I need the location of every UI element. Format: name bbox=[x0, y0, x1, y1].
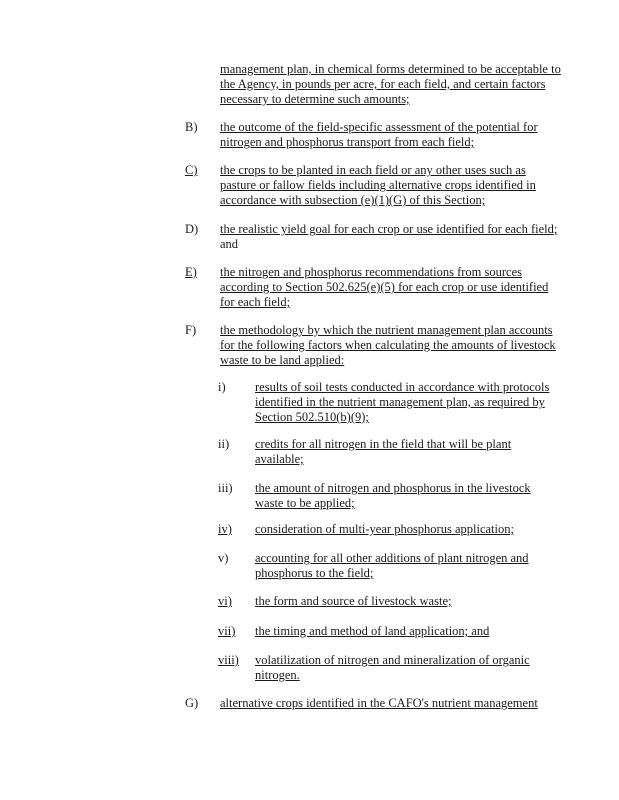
subitem-label: vi) bbox=[218, 594, 232, 608]
item-label: E) bbox=[185, 265, 197, 279]
text-line: for each field; bbox=[220, 295, 291, 309]
subitem-label: v) bbox=[218, 551, 229, 565]
text-line: and bbox=[220, 237, 239, 251]
text-line: alternative crops identified in the CAFO's nutrient management bbox=[220, 696, 538, 710]
text-line: the realistic yield goal for each crop or use identified for each field; bbox=[220, 222, 558, 236]
text-line: waste to be applied; bbox=[255, 496, 355, 510]
text-line: management plan, in chemical forms determined to be acceptable to bbox=[220, 62, 561, 76]
subitem-label: iii) bbox=[218, 481, 233, 495]
text-line: volatilization of nitrogen and mineralization of organic bbox=[255, 653, 530, 667]
text-line: accounting for all other additions of plant nitrogen and bbox=[255, 551, 529, 565]
item-label: C) bbox=[185, 163, 198, 177]
text-line: the outcome of the field-specific assessment of the potential for bbox=[220, 120, 538, 134]
text-line: necessary to determine such amounts; bbox=[220, 92, 410, 106]
subitem-label: vii) bbox=[218, 624, 236, 638]
subitem-label: i) bbox=[218, 380, 226, 394]
text-line: consideration of multi-year phosphorus application; bbox=[255, 522, 514, 536]
text-line: results of soil tests conducted in accordance with protocols bbox=[255, 380, 550, 394]
item-label: B) bbox=[185, 120, 198, 134]
text-line: the amount of nitrogen and phosphorus in the livestock bbox=[255, 481, 531, 495]
text-line: waste to be land applied: bbox=[220, 353, 345, 367]
text-line: for the following factors when calculating the amounts of livestock bbox=[220, 338, 556, 352]
subitem-label: iv) bbox=[218, 522, 232, 536]
text-line: phosphorus to the field; bbox=[255, 566, 374, 580]
text-line: credits for all nitrogen in the field that will be plant bbox=[255, 437, 512, 451]
text-line: the timing and method of land application; and bbox=[255, 624, 490, 638]
text-line: nitrogen and phosphorus transport from each field; bbox=[220, 135, 475, 149]
text-line: the nitrogen and phosphorus recommendations from sources bbox=[220, 265, 523, 279]
item-label: G) bbox=[185, 696, 199, 710]
text-line: Section 502.510(b)(9); bbox=[255, 410, 369, 424]
text-line: according to Section 502.625(e)(5) for each crop or use identified bbox=[220, 280, 549, 294]
text-line: the Agency, in pounds per acre, for each field, and certain factors bbox=[220, 77, 546, 91]
item-label: D) bbox=[185, 222, 199, 236]
text-line: pasture or fallow fields including alternative crops identified in bbox=[220, 178, 536, 192]
text-line: identified in the nutrient management plan, as required by bbox=[255, 395, 545, 409]
text-line: available; bbox=[255, 452, 304, 466]
subitem-label: ii) bbox=[218, 437, 230, 451]
subitem-label: viii) bbox=[218, 653, 239, 667]
text-line: accordance with subsection (e)(1)(G) of this Section; bbox=[220, 193, 486, 207]
text-line: the crops to be planted in each field or any other uses such as bbox=[220, 163, 526, 177]
text-line: nitrogen. bbox=[255, 668, 300, 682]
text-line: the methodology by which the nutrient management plan accounts bbox=[220, 323, 553, 337]
text-line: the form and source of livestock waste; bbox=[255, 594, 452, 608]
item-label: F) bbox=[185, 323, 197, 337]
